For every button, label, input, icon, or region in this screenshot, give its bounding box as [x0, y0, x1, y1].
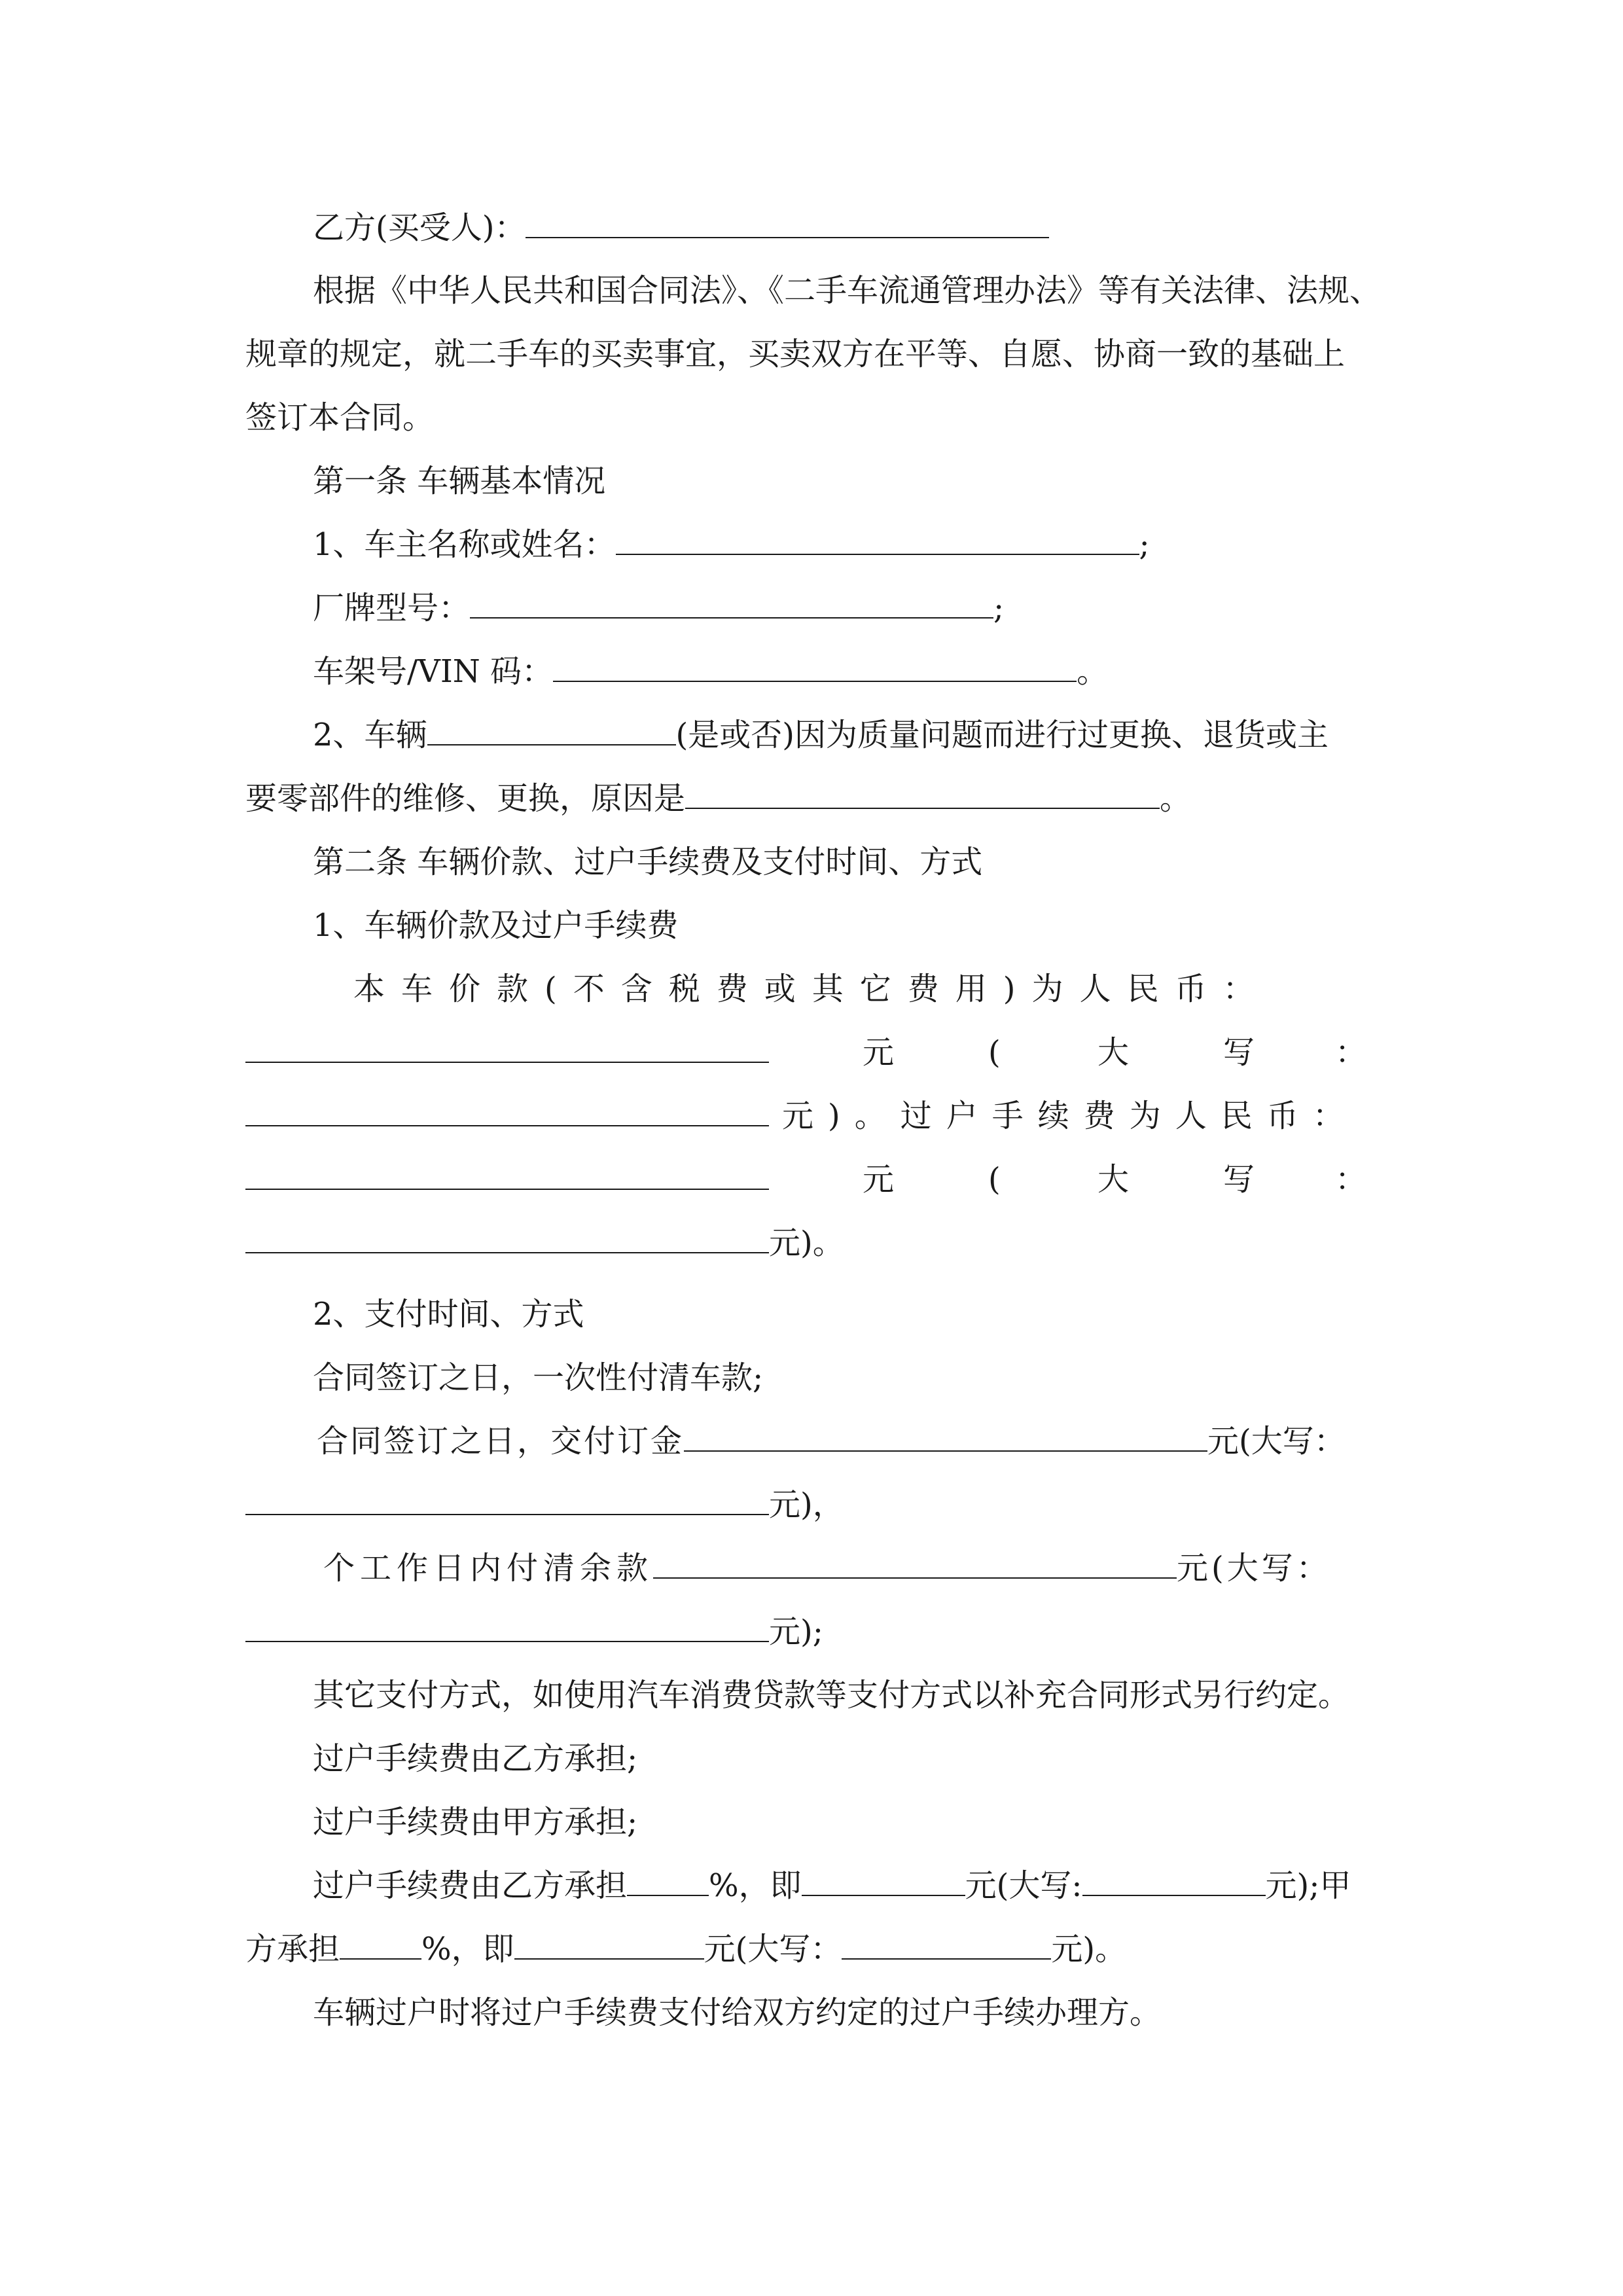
transfer-payment-line: [313, 1993, 1161, 2032]
payment-option-1: [313, 1358, 763, 1397]
fee-split-label: 过户手续费由乙方承担: [313, 1867, 628, 1904]
fee-words-blank[interactable]: [245, 1223, 769, 1253]
deposit-words-blank[interactable]: [245, 1485, 769, 1515]
fee-xie: 写: [1223, 1161, 1255, 1198]
payment-heading: [313, 1295, 584, 1334]
deposit-line: [317, 1422, 1346, 1461]
buyer-fee-words-label: 元(大写:: [965, 1867, 1082, 1904]
quality-line-1: [313, 715, 1329, 755]
balance-amount-blank[interactable]: [653, 1549, 1177, 1579]
fee-line-1: [245, 1160, 1371, 1199]
balance-words-blank[interactable]: [245, 1612, 769, 1642]
model-label: 厂牌型号：: [313, 590, 471, 626]
article-2-heading: [313, 842, 982, 882]
reason-blank[interactable]: [685, 779, 1160, 809]
owner-name-blank[interactable]: [616, 525, 1139, 555]
quality-yes-no-blank[interactable]: [427, 715, 676, 745]
preamble-text-2: 规章的规定，就二手车的买卖事宜，买卖双方在平等、自愿、协商一致的基础上: [245, 336, 1346, 372]
price-colon: ：: [1335, 1034, 1367, 1071]
payment-title: 2、支付时间、方式: [313, 1296, 584, 1333]
deposit-end: 元)，: [769, 1486, 844, 1523]
model-line: [313, 588, 1004, 628]
buyer-fee-end: 元);甲: [1265, 1867, 1351, 1904]
price-fee-heading: [313, 906, 679, 945]
price-line-3: [245, 1096, 1359, 1136]
price-yuan: 元: [863, 1034, 895, 1071]
vin-blank[interactable]: [553, 652, 1077, 682]
preamble-line-1: [313, 271, 1381, 310]
article-2-title: 第二条 车辆价款、过户手续费及支付时间、方式: [313, 844, 983, 880]
price-xie: 写: [1223, 1034, 1255, 1071]
fee-paren: (: [988, 1161, 1001, 1198]
fee-buyer-line: [313, 1739, 637, 1778]
buyer-line: [313, 208, 1049, 247]
fee-buyer-text: 过户手续费由乙方承担;: [313, 1740, 638, 1777]
balance-words-label: 元(大写：: [1177, 1550, 1331, 1587]
balance-end: 元);: [769, 1613, 823, 1650]
payment-option-1-text: 合同签订之日，一次性付清车款;: [313, 1359, 764, 1396]
vin-line: [313, 652, 1108, 691]
fee-end: 元)。: [769, 1225, 844, 1261]
buyer-label: 乙方(买受人)：: [313, 209, 526, 246]
other-payment-line: [313, 1676, 1349, 1715]
preamble-line-2: [245, 334, 1345, 374]
owner-name-end: ;: [1139, 526, 1150, 563]
reason-label: 要零部件的维修、更换，原因是: [245, 780, 686, 817]
fee-seller-text: 过户手续费由甲方承担;: [313, 1804, 638, 1840]
buyer-percent-text: %，即: [709, 1867, 802, 1904]
fee-split-line-1: [313, 1866, 1351, 1905]
other-payment-text: 其它支付方式，如使用汽车消费贷款等支付方式以补充合同形式另行约定。: [313, 1677, 1350, 1713]
seller-fee-amount-blank[interactable]: [514, 1929, 704, 1960]
price-fee-title: 1、车辆价款及过户手续费: [313, 907, 679, 944]
fee-amount-blank[interactable]: [245, 1160, 769, 1190]
seller-fee-end: 元)。: [1051, 1931, 1127, 1967]
fee-seller-line: [313, 1803, 637, 1842]
price-amount-blank[interactable]: [245, 1033, 769, 1063]
price-paren: (: [988, 1034, 1001, 1071]
buyer-percent-blank[interactable]: [627, 1866, 709, 1896]
article-1-title: 第一条 车辆基本情况: [313, 463, 606, 499]
fee-colon: ：: [1335, 1161, 1367, 1198]
deposit-words-line: [245, 1485, 844, 1524]
deposit-words-label: 元(大写：: [1207, 1423, 1346, 1460]
fee-yuan: 元: [863, 1161, 895, 1198]
price-line-2: [245, 1033, 1371, 1072]
vin-label: 车架号/VIN 码：: [313, 653, 554, 690]
preamble-text-3: 签订本合同。: [245, 399, 435, 436]
preamble-line-3: [245, 398, 434, 437]
deposit-label: 合同签订之日，交付订金: [317, 1423, 685, 1460]
buyer-fee-words-blank[interactable]: [1082, 1866, 1266, 1896]
price-line-1: [353, 969, 1270, 1009]
seller-fee-words-blank[interactable]: [842, 1929, 1051, 1960]
preamble-text-1: 根据《中华人民共和国合同法》、《二手车流通管理办法》等有关法律、法规、: [313, 272, 1382, 309]
vin-end: 。: [1077, 653, 1109, 690]
article-1-heading: [313, 461, 605, 501]
deposit-amount-blank[interactable]: [684, 1422, 1207, 1452]
balance-line: [323, 1549, 1331, 1588]
price-words-blank[interactable]: [245, 1096, 769, 1126]
price-intro: 本车价款(不含税费或其它费用)为人民币：: [353, 971, 1271, 1007]
fee-intro: 元)。过户手续费为人民币：: [782, 1098, 1359, 1134]
fee-da: 大: [1097, 1161, 1130, 1198]
price-da: 大: [1097, 1034, 1130, 1071]
balance-words-line: [245, 1612, 823, 1651]
balance-label: 个工作日内付清余款: [323, 1550, 654, 1587]
buyer-fee-amount-blank[interactable]: [802, 1866, 965, 1896]
model-end: ;: [993, 590, 1005, 626]
fee-split-line-2: [245, 1929, 1126, 1969]
fee-line-2: [245, 1223, 844, 1263]
seller-share-label: 方承担: [245, 1931, 340, 1967]
model-blank[interactable]: [470, 588, 993, 619]
owner-name-label: 1、车主名称或姓名：: [313, 526, 616, 563]
quality-label: 2、车辆: [313, 717, 427, 753]
transfer-payment-text: 车辆过户时将过户手续费支付给双方约定的过户手续办理方。: [313, 1994, 1162, 2031]
owner-name-line: [313, 525, 1150, 564]
seller-fee-words-label: 元(大写：: [704, 1931, 842, 1967]
seller-percent-text: %，即: [421, 1931, 514, 1967]
buyer-name-blank[interactable]: [526, 208, 1049, 238]
seller-percent-blank[interactable]: [340, 1929, 421, 1960]
quality-line-2: [245, 779, 1191, 818]
quality-text: (是或否)因为质量问题而进行过更换、退货或主: [675, 717, 1329, 753]
reason-end: 。: [1160, 780, 1192, 817]
